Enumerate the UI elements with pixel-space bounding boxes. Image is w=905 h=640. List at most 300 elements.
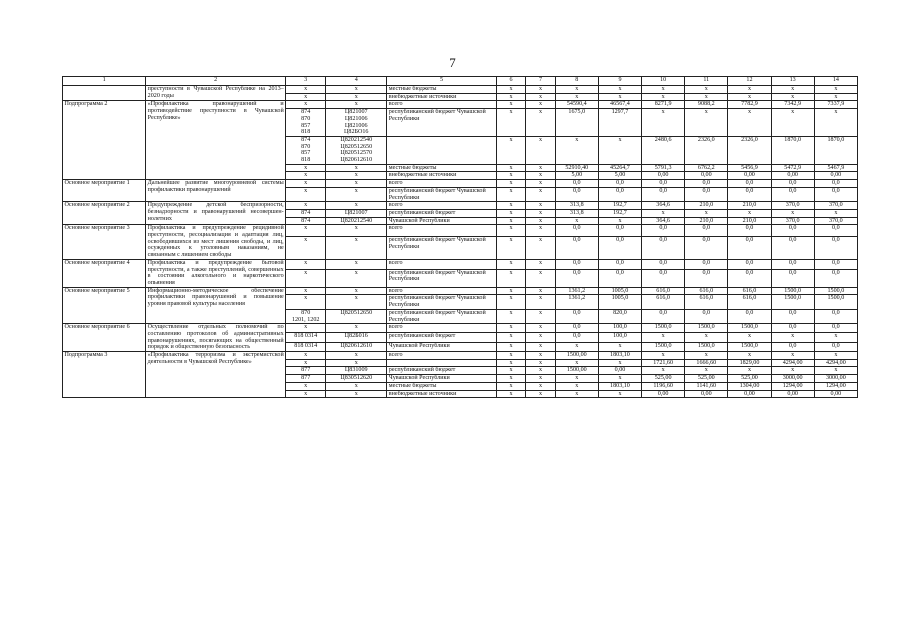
funding-source: республиканский бюджет Чувашской Республики [387, 309, 497, 323]
value-cell: x [496, 136, 525, 164]
value-cell: x [598, 390, 641, 398]
value-cell: 0,0 [814, 225, 857, 237]
value-cell: 2326,0 [685, 136, 728, 164]
value-cell: 0,0 [771, 342, 814, 351]
target-code: x [326, 187, 387, 201]
funding-source: республиканский бюджет Чувашской Республики [387, 187, 497, 201]
target-code: x [326, 237, 387, 260]
grbs-code: x [286, 352, 326, 360]
value-cell: x [526, 352, 555, 360]
value-cell: x [642, 333, 685, 342]
target-code: x [326, 324, 387, 333]
funding-source: местные бюджеты [387, 86, 497, 94]
value-cell: x [496, 342, 525, 351]
program-title: Информационно-методическое обеспечение профилактики правонарушений и повышение уровня правовой культуры населения [146, 287, 286, 324]
value-cell: x [526, 109, 555, 137]
value-cell: x [771, 93, 814, 101]
value-cell: x [526, 237, 555, 260]
value-cell: 0,0 [728, 237, 771, 260]
funding-source [387, 136, 497, 164]
target-code: x [326, 164, 387, 172]
value-cell: x [728, 209, 771, 217]
program-title: «Профилактика терроризма и экстремистской деятельности в Чувашской Республике» [146, 352, 286, 398]
value-cell: x [526, 180, 555, 188]
value-cell: 100,0 [598, 324, 641, 333]
table-row [63, 225, 858, 237]
target-code: x [326, 225, 387, 237]
funding-source: Чувашской Республики [387, 217, 497, 225]
value-cell: x [496, 359, 525, 367]
value-cell: 46567,4 [598, 101, 641, 109]
header-cell: 14 [814, 77, 857, 86]
header-cell: 7 [526, 77, 555, 86]
program-title: Предупреждение детской беспризорности, безнадзорности и правонарушений несовершеннолетних [146, 202, 286, 225]
value-cell: 5472,9 [771, 164, 814, 172]
value-cell: x [496, 333, 525, 342]
value-cell: 820,0 [598, 309, 641, 323]
program-title: преступности в Чувашской Республике на 2013–2020 годы [146, 86, 286, 101]
value-cell: 0,0 [555, 225, 598, 237]
value-cell: x [728, 333, 771, 342]
value-cell: x [771, 367, 814, 375]
value-cell: 525,00 [642, 375, 685, 383]
value-cell: 2480,6 [642, 136, 685, 164]
value-cell: 1500,0 [728, 342, 771, 351]
value-cell: x [555, 136, 598, 164]
grbs-code: x [286, 390, 326, 398]
program-name: Основное мероприятие 1 [63, 180, 146, 202]
table-row [63, 352, 858, 360]
value-cell: x [555, 382, 598, 390]
value-cell: 1196,60 [642, 382, 685, 390]
value-cell: 1141,60 [685, 382, 728, 390]
header-cell: 1 [63, 77, 146, 86]
funding-source: всего [387, 259, 497, 269]
value-cell: 5,00 [555, 172, 598, 180]
target-code: x [326, 295, 387, 309]
value-cell: 0,0 [555, 324, 598, 333]
value-cell: x [598, 86, 641, 94]
value-cell: 0,0 [642, 259, 685, 269]
value-cell: 616,0 [685, 295, 728, 309]
value-cell: x [496, 309, 525, 323]
value-cell: 0,00 [814, 172, 857, 180]
value-cell: x [685, 109, 728, 137]
value-cell: x [496, 86, 525, 94]
value-cell: 0,00 [771, 172, 814, 180]
funding-source: всего [387, 287, 497, 295]
target-code: x [326, 390, 387, 398]
value-cell: x [496, 295, 525, 309]
value-cell: 0,0 [685, 225, 728, 237]
value-cell: 7337,9 [814, 101, 857, 109]
value-cell: x [555, 93, 598, 101]
header-cell: 5 [387, 77, 497, 86]
header-cell: 4 [326, 77, 387, 86]
value-cell: x [685, 93, 728, 101]
value-cell: 210,0 [728, 202, 771, 210]
value-cell: x [526, 359, 555, 367]
value-cell: 5456,9 [728, 164, 771, 172]
value-cell: 1721,60 [642, 359, 685, 367]
target-code: x [326, 172, 387, 180]
value-cell: x [496, 180, 525, 188]
value-cell: 1297,7 [598, 109, 641, 137]
value-cell: x [814, 109, 857, 137]
value-cell: 1294,00 [771, 382, 814, 390]
value-cell: 1803,10 [598, 382, 641, 390]
value-cell: x [728, 93, 771, 101]
value-cell: 616,0 [642, 295, 685, 309]
value-cell: x [598, 375, 641, 383]
table-row [63, 287, 858, 295]
funding-source: местные бюджеты [387, 382, 497, 390]
value-cell: 0,00 [728, 390, 771, 398]
value-cell: x [496, 225, 525, 237]
value-cell: x [771, 333, 814, 342]
value-cell: 0,0 [814, 269, 857, 287]
table-row [63, 86, 858, 94]
value-cell: 1870,0 [771, 136, 814, 164]
value-cell: x [526, 209, 555, 217]
grbs-code: x [286, 225, 326, 237]
value-cell: 6762,2 [685, 164, 728, 172]
funding-source: всего [387, 101, 497, 109]
value-cell: 0,0 [598, 237, 641, 260]
program-name: Основное мероприятие 3 [63, 225, 146, 260]
value-cell: 0,00 [685, 172, 728, 180]
value-cell: x [496, 187, 525, 201]
value-cell: x [555, 375, 598, 383]
value-cell: 0,00 [814, 390, 857, 398]
value-cell: 0,0 [555, 309, 598, 323]
value-cell: 0,0 [555, 259, 598, 269]
value-cell: 1829,00 [728, 359, 771, 367]
page-number: 7 [449, 55, 456, 70]
value-cell: x [496, 217, 525, 225]
funding-source: всего [387, 225, 497, 237]
program-name: Основное мероприятие 4 [63, 259, 146, 287]
grbs-code: x [286, 86, 326, 94]
value-cell: 525,00 [728, 375, 771, 383]
value-cell: 4294,00 [814, 359, 857, 367]
funding-source: всего [387, 352, 497, 360]
value-cell: x [526, 101, 555, 109]
program-name: Основное мероприятие 5 [63, 287, 146, 324]
value-cell: 0,0 [685, 259, 728, 269]
value-cell: x [526, 164, 555, 172]
program-title: Профилактика и предупреждение бытовой преступности, а также преступлений, совершенных в состоянии алкогольного и наркотического опьянения [147, 259, 284, 286]
funding-source: республиканский бюджет [387, 209, 497, 217]
funding-source: внебюджетные источники [387, 172, 497, 180]
target-code: Ц820212540 [326, 217, 387, 225]
value-cell: 0,0 [555, 187, 598, 201]
target-code: x [326, 101, 387, 109]
value-cell: x [642, 109, 685, 137]
value-cell: x [685, 367, 728, 375]
value-cell: 1500,0 [771, 295, 814, 309]
target-code: x [326, 93, 387, 101]
value-cell: 0,0 [685, 309, 728, 323]
value-cell: x [496, 93, 525, 101]
value-cell: x [496, 287, 525, 295]
value-cell: 0,0 [728, 269, 771, 287]
program-title: Осуществление отдельных полномочий по составлению протоколов об административных правонарушениях, посягающих на общественный порядок и общественную безопасность [147, 324, 284, 351]
value-cell: x [496, 324, 525, 333]
value-cell: 0,0 [771, 237, 814, 260]
funding-source: республиканский бюджет Чувашской Республики [387, 237, 497, 260]
value-cell: x [496, 269, 525, 287]
value-cell: x [526, 225, 555, 237]
value-cell: x [496, 164, 525, 172]
value-cell: x [526, 86, 555, 94]
value-cell: 0,0 [728, 259, 771, 269]
value-cell: x [496, 172, 525, 180]
value-cell: x [526, 367, 555, 375]
grbs-code: x [286, 101, 326, 109]
target-code: x [326, 86, 387, 94]
value-cell: 45264,7 [598, 164, 641, 172]
value-cell: 5467,9 [814, 164, 857, 172]
value-cell: 0,0 [771, 324, 814, 333]
grbs-code: 874 [286, 217, 326, 225]
grbs-code: 818 0314 [286, 342, 326, 351]
table-row [63, 101, 858, 109]
value-cell: x [598, 136, 641, 164]
value-cell: 0,00 [642, 172, 685, 180]
value-cell: 1005,0 [598, 287, 641, 295]
value-cell: x [526, 375, 555, 383]
value-cell: x [771, 352, 814, 360]
value-cell: 7342,9 [771, 101, 814, 109]
value-cell: x [642, 367, 685, 375]
value-cell: 1500,0 [685, 324, 728, 333]
value-cell: 370,0 [814, 202, 857, 210]
value-cell: 8271,9 [642, 101, 685, 109]
value-cell: 0,0 [685, 237, 728, 260]
value-cell: 1500,0 [814, 287, 857, 295]
target-code: Ц830512620 [326, 375, 387, 383]
value-cell: 2326,0 [728, 136, 771, 164]
target-code: x [326, 382, 387, 390]
value-cell: 0,0 [555, 333, 598, 342]
value-cell: x [642, 209, 685, 217]
value-cell: x [496, 209, 525, 217]
value-cell: 0,0 [814, 180, 857, 188]
funding-source: внебюджетные источники [387, 390, 497, 398]
value-cell: x [685, 333, 728, 342]
value-cell: x [496, 375, 525, 383]
value-cell: 5,00 [598, 172, 641, 180]
value-cell: x [642, 93, 685, 101]
grbs-code: x [286, 93, 326, 101]
value-cell: 0,0 [555, 180, 598, 188]
funding-source: Чувашской Республики [387, 375, 497, 383]
funding-source: республиканский бюджет Чувашской Республики [387, 295, 497, 309]
target-code: x [326, 259, 387, 269]
funding-source: всего [387, 202, 497, 210]
program-title: «Профилактика правонарушений и противодействие преступности в Чувашской Республике» [146, 101, 286, 180]
value-cell: 1675,0 [555, 109, 598, 137]
target-code: Ц82Б016 [326, 333, 387, 342]
header-cell: 10 [642, 77, 685, 86]
value-cell: 1500,0 [814, 295, 857, 309]
value-cell: 0,0 [642, 269, 685, 287]
value-cell: x [526, 259, 555, 269]
target-code: Ц831009 [326, 367, 387, 375]
value-cell: 0,0 [814, 342, 857, 351]
value-cell: 0,0 [771, 259, 814, 269]
value-cell: 1361,2 [555, 287, 598, 295]
value-cell: x [814, 209, 857, 217]
value-cell: 1500,0 [685, 342, 728, 351]
value-cell: 100,0 [598, 333, 641, 342]
value-cell: x [555, 390, 598, 398]
funding-source: Чувашской Республики [387, 342, 497, 351]
value-cell: x [526, 382, 555, 390]
value-cell: x [728, 109, 771, 137]
header-cell: 12 [728, 77, 771, 86]
value-cell: 525,00 [685, 375, 728, 383]
target-code: Ц821007 Ц821006 Ц821006 Ц82БО16 [326, 109, 387, 137]
value-cell: x [685, 86, 728, 94]
value-cell: x [555, 342, 598, 351]
value-cell: 3000,00 [771, 375, 814, 383]
value-cell: 1500,0 [642, 324, 685, 333]
value-cell: x [598, 217, 641, 225]
grbs-code: x [286, 180, 326, 188]
value-cell: 0,00 [598, 367, 641, 375]
value-cell: 0,0 [598, 259, 641, 269]
value-cell: 0,0 [728, 180, 771, 188]
value-cell: 0,00 [728, 172, 771, 180]
value-cell: 0,0 [814, 309, 857, 323]
value-cell: 0,0 [642, 237, 685, 260]
program-name: Подпрограмма 3 [63, 352, 146, 398]
value-cell: x [496, 390, 525, 398]
value-cell: x [685, 352, 728, 360]
value-cell: 9088,2 [685, 101, 728, 109]
value-cell: x [526, 217, 555, 225]
value-cell: 616,0 [728, 287, 771, 295]
value-cell: 1361,2 [555, 295, 598, 309]
value-cell: 0,0 [685, 180, 728, 188]
value-cell: x [814, 352, 857, 360]
value-cell: 0,00 [642, 390, 685, 398]
value-cell: 0,0 [771, 225, 814, 237]
value-cell: x [526, 136, 555, 164]
header-cell: 6 [496, 77, 525, 86]
header-cell: 11 [685, 77, 728, 86]
target-code: Ц820512650 [326, 309, 387, 323]
value-cell: 192,7 [598, 202, 641, 210]
value-cell: 370,0 [814, 217, 857, 225]
program-name [63, 86, 146, 101]
header-cell: 2 [146, 77, 286, 86]
value-cell: 616,0 [642, 287, 685, 295]
value-cell: 1870,0 [814, 136, 857, 164]
value-cell: x [814, 86, 857, 94]
program-name: Подпрограмма 2 [63, 101, 146, 180]
budget-table [62, 76, 858, 398]
value-cell: 3000,00 [814, 375, 857, 383]
value-cell: 0,0 [555, 269, 598, 287]
value-cell: x [814, 93, 857, 101]
value-cell: 0,0 [642, 225, 685, 237]
value-cell: x [526, 295, 555, 309]
funding-source: республиканский бюджет [387, 367, 497, 375]
value-cell: 0,0 [814, 324, 857, 333]
value-cell: 52910,40 [555, 164, 598, 172]
program-title: Дальнейшее развитие многоуровневой системы профилактики правонарушений [146, 180, 286, 202]
program-name: Основное мероприятие 2 [63, 202, 146, 225]
value-cell: 0,0 [771, 309, 814, 323]
grbs-code: x [286, 324, 326, 333]
value-cell: 1294,00 [814, 382, 857, 390]
value-cell: 0,0 [555, 237, 598, 260]
value-cell: 0,0 [685, 187, 728, 201]
value-cell: 1500,0 [728, 324, 771, 333]
value-cell: x [526, 202, 555, 210]
value-cell: 1500,00 [555, 352, 598, 360]
value-cell: 0,0 [685, 269, 728, 287]
value-cell: x [496, 101, 525, 109]
value-cell: x [598, 342, 641, 351]
value-cell: 1500,0 [642, 342, 685, 351]
table-row [63, 324, 858, 333]
value-cell: 210,0 [728, 217, 771, 225]
grbs-code: 818 0314 [286, 333, 326, 342]
value-cell: 0,0 [728, 225, 771, 237]
value-cell: x [526, 187, 555, 201]
value-cell: 54590,4 [555, 101, 598, 109]
grbs-code: x [286, 359, 326, 367]
value-cell: x [496, 382, 525, 390]
value-cell: 4294,00 [771, 359, 814, 367]
value-cell: x [685, 209, 728, 217]
header-cell: 9 [598, 77, 641, 86]
value-cell: x [526, 287, 555, 295]
target-code: Ц821007 [326, 209, 387, 217]
grbs-code: 874 870 857 818 [286, 109, 326, 137]
funding-source: республиканский бюджет [387, 333, 497, 342]
grbs-code: x [286, 259, 326, 269]
value-cell: 1666,60 [685, 359, 728, 367]
value-cell: 0,00 [771, 390, 814, 398]
value-cell: 0,0 [642, 180, 685, 188]
value-cell: 0,0 [771, 269, 814, 287]
header-cell: 3 [286, 77, 326, 86]
value-cell: x [771, 86, 814, 94]
value-cell: 616,0 [685, 287, 728, 295]
value-cell: 370,0 [771, 217, 814, 225]
header-row [63, 77, 858, 86]
value-cell: x [771, 109, 814, 137]
value-cell: 0,0 [814, 259, 857, 269]
value-cell: 1500,0 [771, 287, 814, 295]
grbs-code: 874 870 857 818 [286, 136, 326, 164]
value-cell: 0,0 [771, 180, 814, 188]
value-cell: 370,0 [771, 202, 814, 210]
value-cell: x [642, 352, 685, 360]
value-cell: x [496, 237, 525, 260]
value-cell: 0,0 [598, 187, 641, 201]
value-cell: x [496, 259, 525, 269]
target-code: x [326, 269, 387, 287]
grbs-code: x [286, 295, 326, 309]
value-cell: 1005,0 [598, 295, 641, 309]
value-cell: 7782,9 [728, 101, 771, 109]
